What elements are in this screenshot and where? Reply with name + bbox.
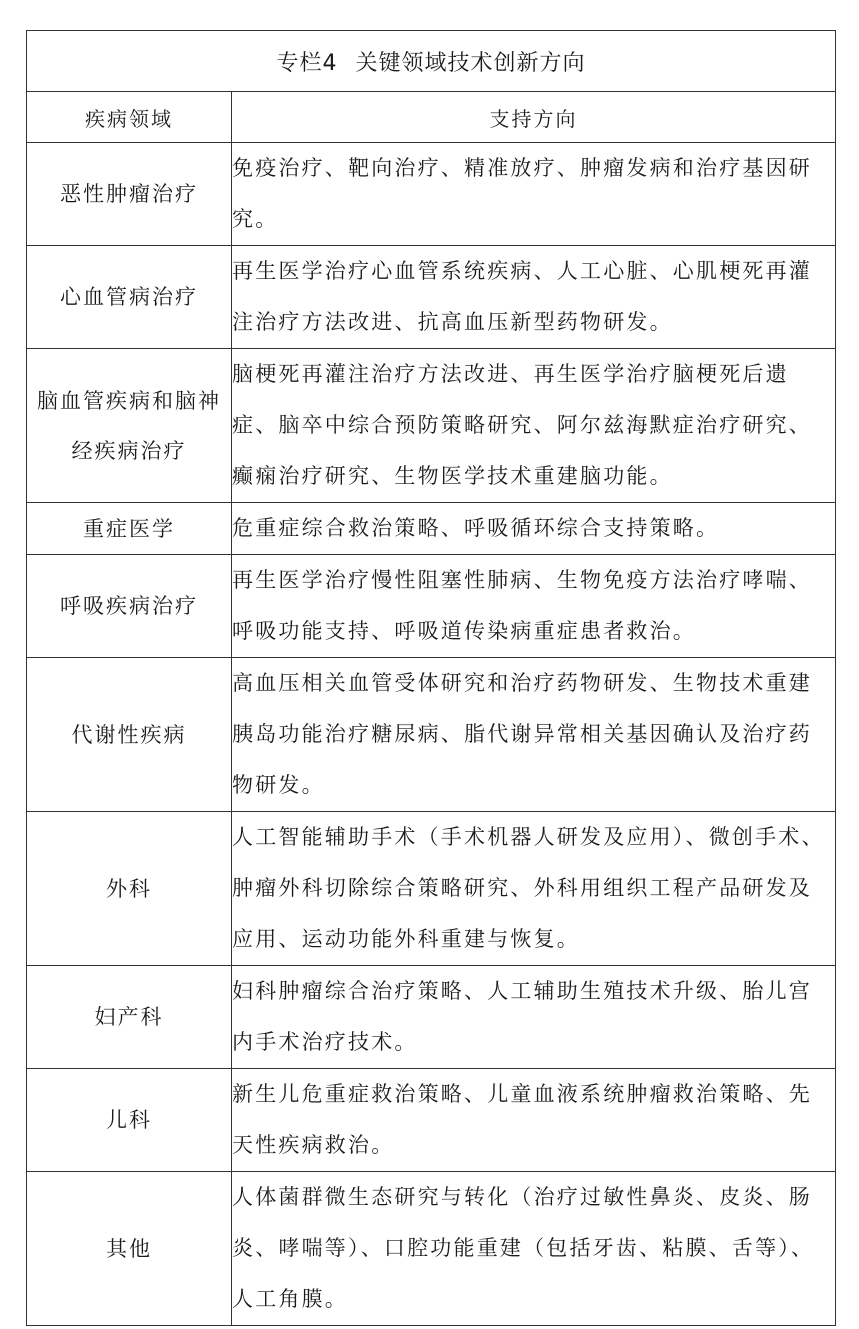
direction-cell: 妇科肿瘤综合治疗策略、人工辅助生殖技术升级、胎儿宫内手术治疗技术。	[232, 966, 836, 1069]
direction-cell: 人体菌群微生态研究与转化（治疗过敏性鼻炎、皮炎、肠炎、哮喘等）、口腔功能重建（包括牙齿、粘膜、舌等）、人工角膜。	[232, 1172, 836, 1326]
field-cell: 妇产科	[27, 966, 232, 1069]
table-title	[27, 31, 836, 92]
field-cell: 脑血管疾病和脑神经疾病治疗	[27, 349, 232, 503]
table-row	[27, 555, 836, 658]
table-row	[27, 966, 836, 1069]
field-cell: 其他	[27, 1172, 232, 1326]
direction-cell: 再生医学治疗慢性阻塞性肺病、生物免疫方法治疗哮喘、呼吸功能支持、呼吸道传染病重症患者救治。	[232, 555, 836, 658]
field-cell: 心血管病治疗	[27, 246, 232, 349]
header-row	[27, 92, 836, 143]
field-cell: 代谢性疾病	[27, 658, 232, 812]
innovation-directions-table	[26, 30, 836, 1326]
table-row	[27, 1069, 836, 1172]
field-cell: 呼吸疾病治疗	[27, 555, 232, 658]
column-number: 专栏4	[276, 50, 338, 76]
table-row	[27, 812, 836, 966]
table-row	[27, 1172, 836, 1326]
direction-cell: 高血压相关血管受体研究和治疗药物研发、生物技术重建胰岛功能治疗糖尿病、脂代谢异常相关基因确认及治疗药物研发。	[232, 658, 836, 812]
direction-cell: 脑梗死再灌注治疗方法改进、再生医学治疗脑梗死后遗症、脑卒中综合预防策略研究、阿尔兹海默症治疗研究、癫痫治疗研究、生物医学技术重建脑功能。	[232, 349, 836, 503]
title-row	[27, 31, 836, 92]
field-cell: 重症医学	[27, 503, 232, 555]
table-row	[27, 658, 836, 812]
table-row	[27, 246, 836, 349]
direction-cell: 人工智能辅助手术（手术机器人研发及应用）、微创手术、肿瘤外科切除综合策略研究、外科用组织工程产品研发及应用、运动功能外科重建与恢复。	[232, 812, 836, 966]
header-direction: 支持方向	[232, 92, 836, 143]
table-row	[27, 503, 836, 555]
table-row	[27, 349, 836, 503]
table-row	[27, 143, 836, 246]
header-field: 疾病领域	[27, 92, 232, 143]
direction-cell: 再生医学治疗心血管系统疾病、人工心脏、心肌梗死再灌注治疗方法改进、抗高血压新型药物研发。	[232, 246, 836, 349]
field-cell: 恶性肿瘤治疗	[27, 143, 232, 246]
field-cell: 外科	[27, 812, 232, 966]
direction-cell: 免疫治疗、靶向治疗、精准放疗、肿瘤发病和治疗基因研究。	[232, 143, 836, 246]
direction-cell: 新生儿危重症救治策略、儿童血液系统肿瘤救治策略、先天性疾病救治。	[232, 1069, 836, 1172]
field-cell: 儿科	[27, 1069, 232, 1172]
title-text: 关键领域技术创新方向	[355, 50, 586, 76]
direction-cell: 危重症综合救治策略、呼吸循环综合支持策略。	[232, 503, 836, 555]
